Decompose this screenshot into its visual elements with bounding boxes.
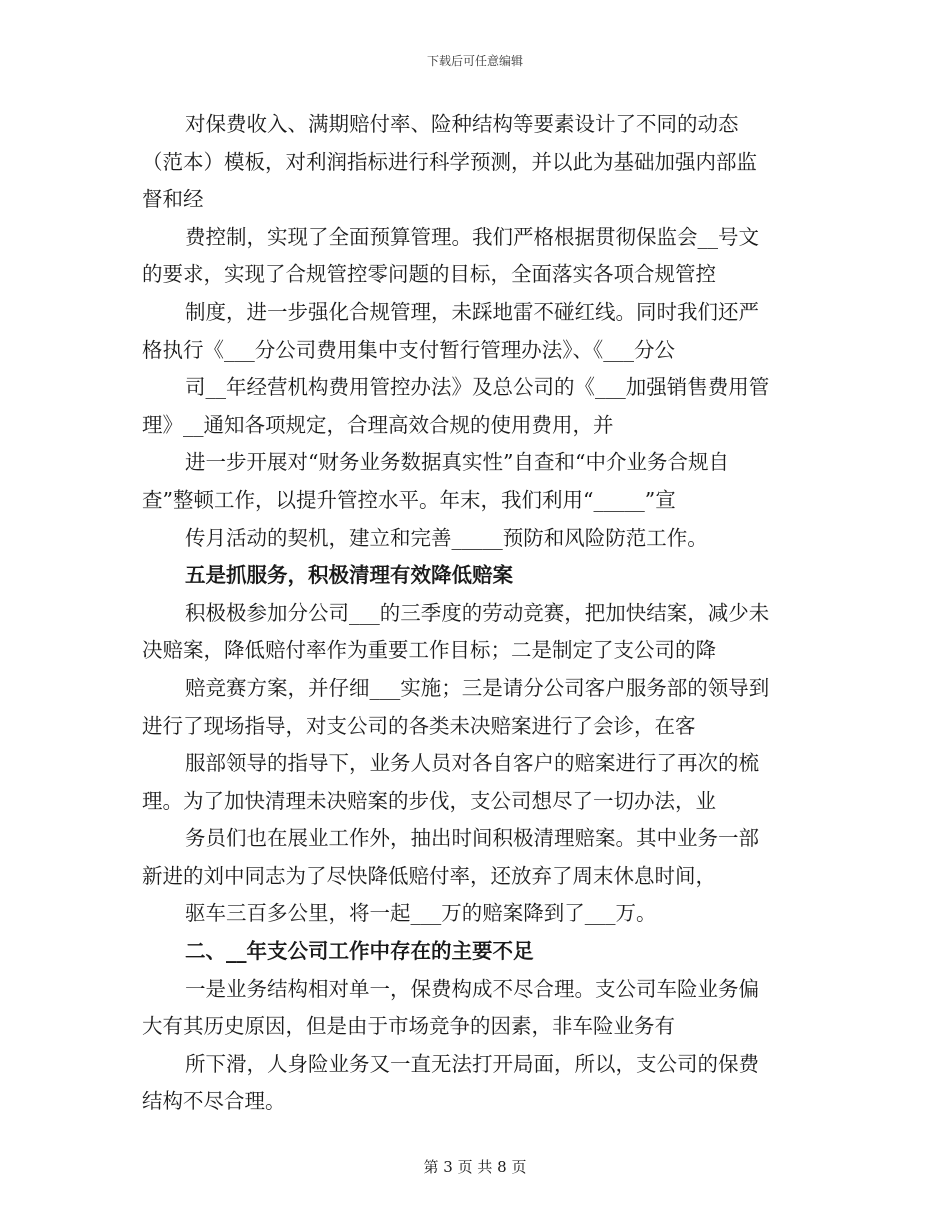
section-heading: 二、__年支公司工作中存在的主要不足 [185,939,534,964]
text-line: 制度，进一步强化合规管理，未踩地雷不碰红线。同时我们还严 [185,299,759,324]
text-line: 的要求，实现了合规管控零问题的目标，全面落实各项合规管控 [142,262,716,287]
page-header: 下载后可任意编辑 [426,54,523,68]
section-heading: 五是抓服务，积极清理有效降低赔案 [185,563,513,588]
text-line: 一是业务结构相对单一，保费构成不尽合理。支公司车险业务偏 [185,976,759,1001]
text-line: 务员们也在展业工作外，抽出时间积极清理赔案。其中业务一部 [185,826,759,851]
text-line: 结构不尽合理。 [142,1089,286,1114]
text-line: 进行了现场指导，对支公司的各类未决赔案进行了会诊，在客 [142,713,696,738]
text-line: 理。为了加快清理未决赔案的步伐，支公司想尽了一切办法，业 [142,788,716,813]
text-line: 积极极参加分公司___的三季度的劳动竞赛，把加快结案，减少未 [185,600,770,625]
text-line: 司__年经营机构费用管控办法》及总公司的《___加强销售费用管 [185,375,770,400]
text-line: 赔竞赛方案，并仔细___实施；三是请分公司客户服务部的领导到 [185,675,770,700]
text-line: 理》__通知各项规定，合理高效合规的使用费用，并 [142,412,614,437]
text-line: 新进的刘中同志为了尽快降低赔付率，还放弃了周末休息时间， [142,863,716,888]
page-number: 第 3 页 共 8 页 [423,1158,527,1176]
text-line: 决赔案，降低赔付率作为重要工作目标；二是制定了支公司的降 [142,638,716,663]
text-line: 查”整顿工作，以提升管控水平。年末，我们利用“_____”宣 [142,487,676,512]
text-line: 对保费收入、满期赔付率、险种结构等要素设计了不同的动态 [185,112,739,136]
text-line: 传月活动的契机，建立和完善_____预防和风险防范工作。 [185,525,708,550]
text-line: 督和经 [142,187,204,212]
document-body [142,106,812,1121]
text-line: 所下滑，人身险业务又一直无法打开局面，所以，支公司的保费 [185,1051,759,1076]
text-line: 驱车三百多公里，将一起___万的赔案降到了___万。 [185,901,657,926]
text-line: 大有其历史原因，但是由于市场竞争的因素，非车险业务有 [142,1014,675,1039]
text-line: 格执行《___分公司费用集中支付暂行管理办法》、《___分公 [142,337,675,362]
text-line: 进一步开展对“财务业务数据真实性”自查和“中介业务合规自 [185,450,729,475]
text-line: （范本）模板，对利润指标进行科学预测，并以此为基础加强内部监 [142,149,757,174]
text-line: 费控制，实现了全面预算管理。我们严格根据贯彻保监会__号文 [185,224,759,249]
text-line: 服部领导的指导下，业务人员对各自客户的赔案进行了再次的梳 [185,751,759,776]
